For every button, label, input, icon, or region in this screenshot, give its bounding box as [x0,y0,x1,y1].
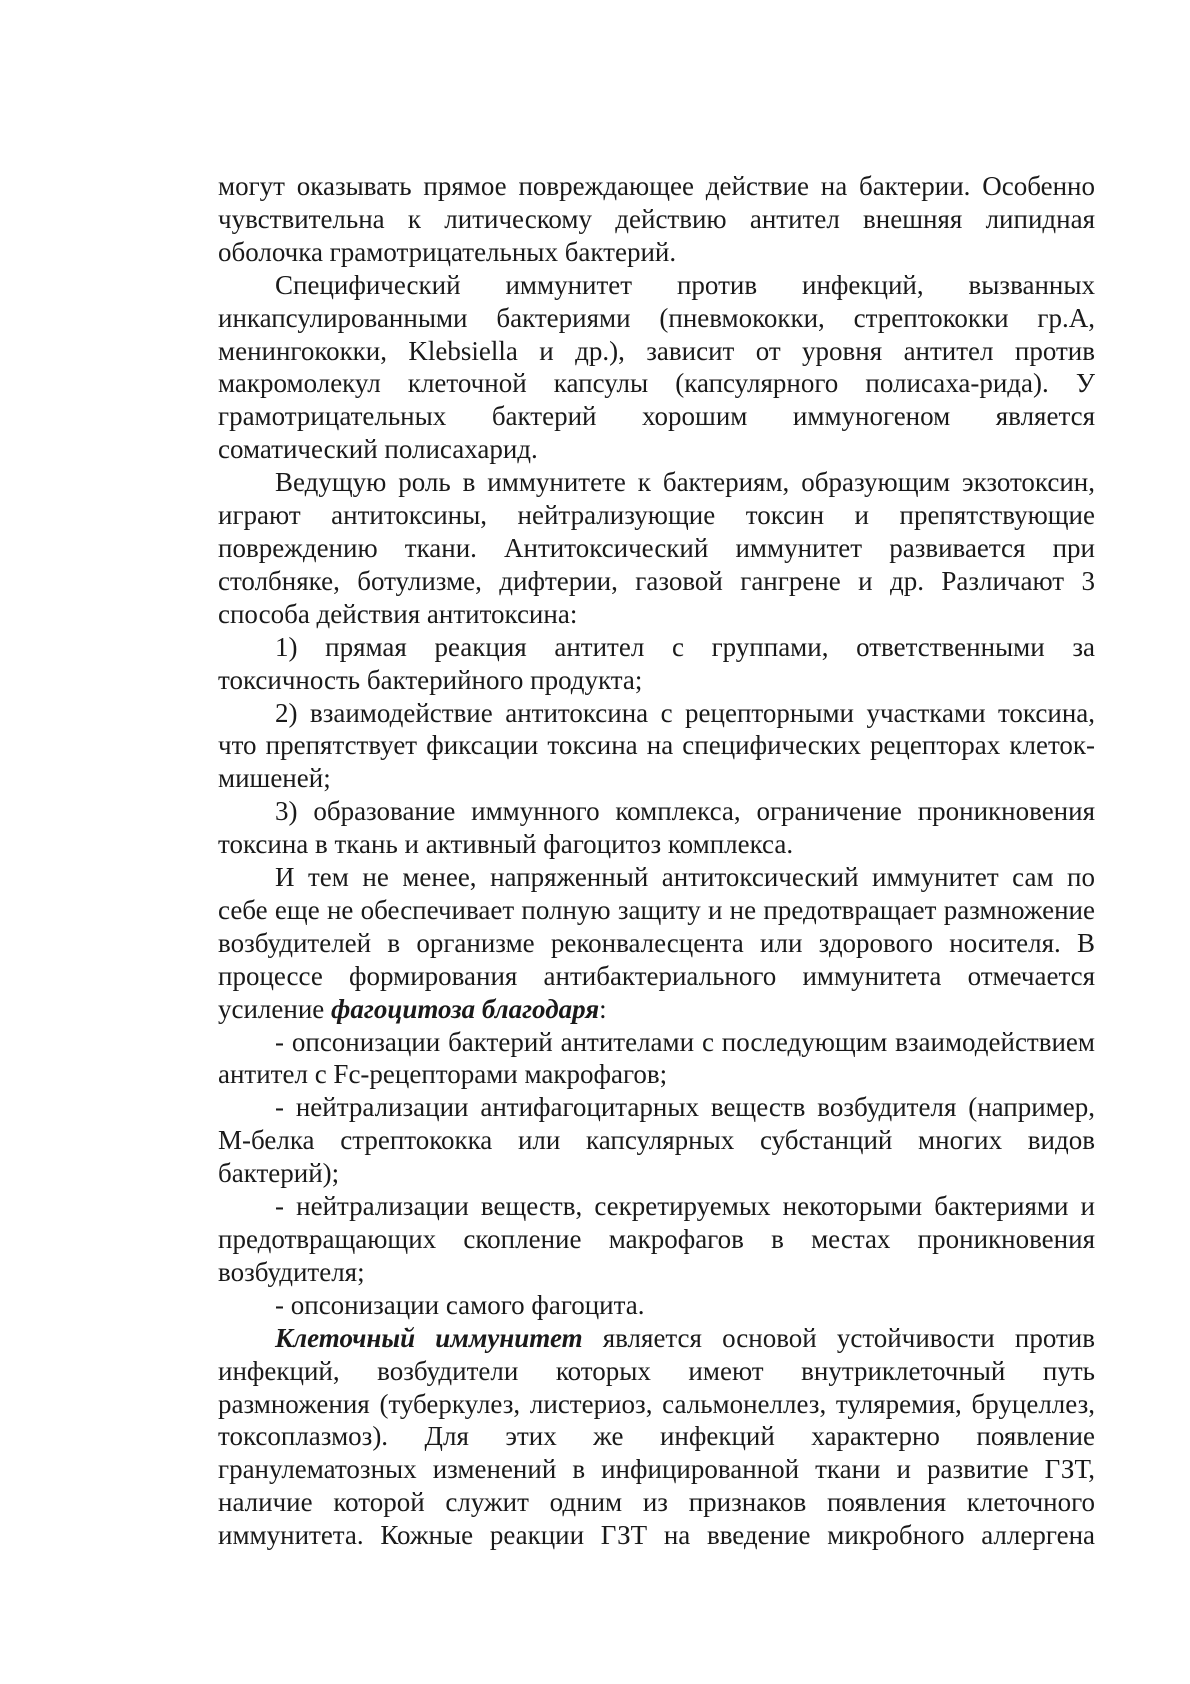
paragraph-4-text: И тем не менее, напряженный антитоксический иммунитет сам по себе еще не обеспечивает полную защиту и не предотвращает размножение возбудителей в организме реконвалесцента или здорового носителя. В процессе формирования антибактериального иммунитета отмечается усиление [218,862,1095,1024]
paragraph-3: Ведущую роль в иммунитете к бактериям, образующим экзотоксин, играют антитоксины, нейтрализующие токсин и препятствующие повреждению ткани. Антитоксический иммунитет развивается при столбняке, ботулизме, дифтерии, газовой гангрене и др. Различают 3 способа действия антитоксина: [218,467,1095,629]
paragraph-5-text: является основой устойчивости против инфекций, возбудители которых имеют внутриклеточный путь размножения (туберкулез, листериоз, сальмонеллез, туляремия, бруцеллез, токсоплазмоз). Для этих же инфекций характерно появление гранулематозных изменений в инфицированной ткани и развитие ГЗТ, наличие которой служит одним из признаков появления клеточного иммунитета. Кожные реакции ГЗТ на введение микробного аллергена [218,1322,1095,1551]
paragraph-4 [218,861,1095,1026]
bullet-item-4: - опсонизации самого фагоцита. [275,1289,645,1320]
paragraph-1: могут оказывать прямое повреждающее действие на бактерии. Особенно чувствительна к литическому действию антител внешняя липидная оболочка грамотрицательных бактерий. [218,171,1095,267]
paragraph-5 [218,1322,1095,1552]
paragraph-2: Специфический иммунитет против инфекций, вызванных инкапсулированными бактериями (пневмококки, стрептококки гр.А, менингококки, Klebsiella и др.), зависит от уровня антител против макромолекул клеточной капсулы (капсулярного полисаха-рида). У грамотрицательных бактерий хорошим иммуногеном является соматический полисахарид. [218,269,1095,465]
list-item-1: 1) прямая реакция антител с группами, ответственными за токсичность бактерийного продукта; [218,631,1095,695]
paragraph-4-colon: : [599,993,607,1024]
bullet-item-2: - нейтрализации антифагоцитарных веществ возбудителя (например, М-белка стрептококка или капсулярных субстанций многих видов бактерий); [218,1092,1095,1189]
document-page [218,170,1095,1552]
list-item-2: 2) взаимодействие антитоксина с рецепторными участками токсина, что препятствует фиксации токсина на специфических рецепторах клеток-мишеней; [218,697,1095,794]
bullet-item-3: - нейтрализации веществ, секретируемых некоторыми бактериями и предотвращающих скопление макрофагов в местах проникновения возбудителя; [218,1191,1095,1287]
list-item-3: 3) образование иммунного комплекса, ограничение проникновения токсина в ткань и активный фагоцитоз комплекса. [218,796,1095,860]
emphasis-phagocytosis: фагоцитоза благодаря [331,993,600,1024]
bullet-item-1: - опсонизации бактерий антителами с последующим взаимодействием антител с Fc-рецепторами макрофагов; [218,1026,1095,1090]
emphasis-cellular-immunity: Клеточный иммунитет [275,1322,583,1353]
